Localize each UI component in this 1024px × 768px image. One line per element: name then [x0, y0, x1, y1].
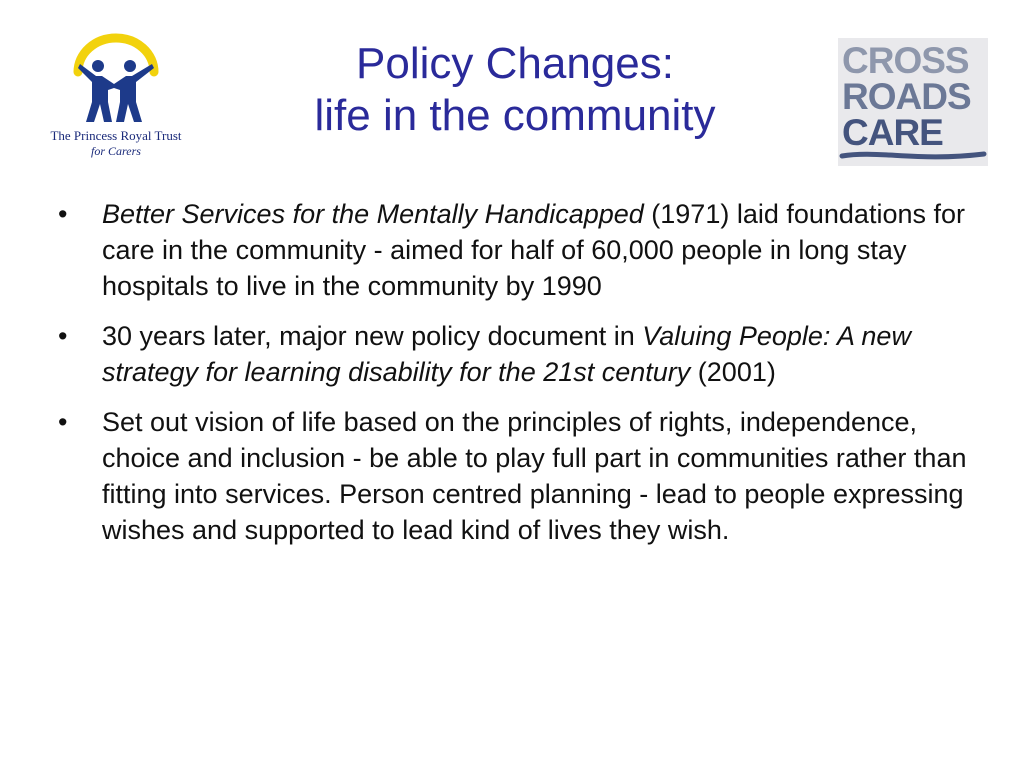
bullet-3-text: Set out vision of life based on the principles of rights, independence, choice and inclusion - be able to play full part in communities rather than fitting into services. Person centred planning - lead to people expressing wishes and supported to lead kind of lives they wish. — [102, 407, 967, 545]
bullet-2-lead: 30 years later, major new policy document in — [102, 321, 643, 351]
bullet-dot: • — [58, 321, 68, 351]
title-line-2: life in the community — [314, 91, 716, 140]
bullet-list — [58, 196, 978, 562]
bullet-item-3 — [58, 404, 978, 548]
bullet-item-1 — [58, 196, 978, 304]
bullet-dot: • — [58, 407, 68, 437]
page-title — [200, 38, 830, 142]
document-title-better-services: Better Services for the Mentally Handicapped — [102, 199, 644, 229]
trust-name: The Princess Royal Trust — [50, 128, 182, 143]
bullet-item-2 — [58, 318, 978, 390]
bullet-1-text: (1971) laid foundations for care in the community - aimed for half of 60,000 people in long stay hospitals to live in the community by 1990 — [102, 199, 965, 301]
bullet-2-tail: (2001) — [690, 357, 776, 387]
bullet-dot: • — [58, 199, 68, 229]
document-title-valuing-people: Valuing People: A new strategy for learning disability for the 21st century — [102, 321, 911, 387]
crossroads-care-logo — [838, 38, 988, 166]
logo-word-roads: ROADS — [842, 76, 971, 117]
trust-subtitle: for Carers — [91, 144, 141, 158]
princess-royal-trust-logo — [34, 32, 198, 162]
title-line-1: Policy Changes: — [356, 39, 674, 88]
logo-word-cross: CROSS — [842, 40, 969, 81]
carers-figures-icon — [68, 32, 164, 128]
logo-word-care: CARE — [842, 112, 943, 153]
brush-stroke-icon — [838, 148, 988, 164]
